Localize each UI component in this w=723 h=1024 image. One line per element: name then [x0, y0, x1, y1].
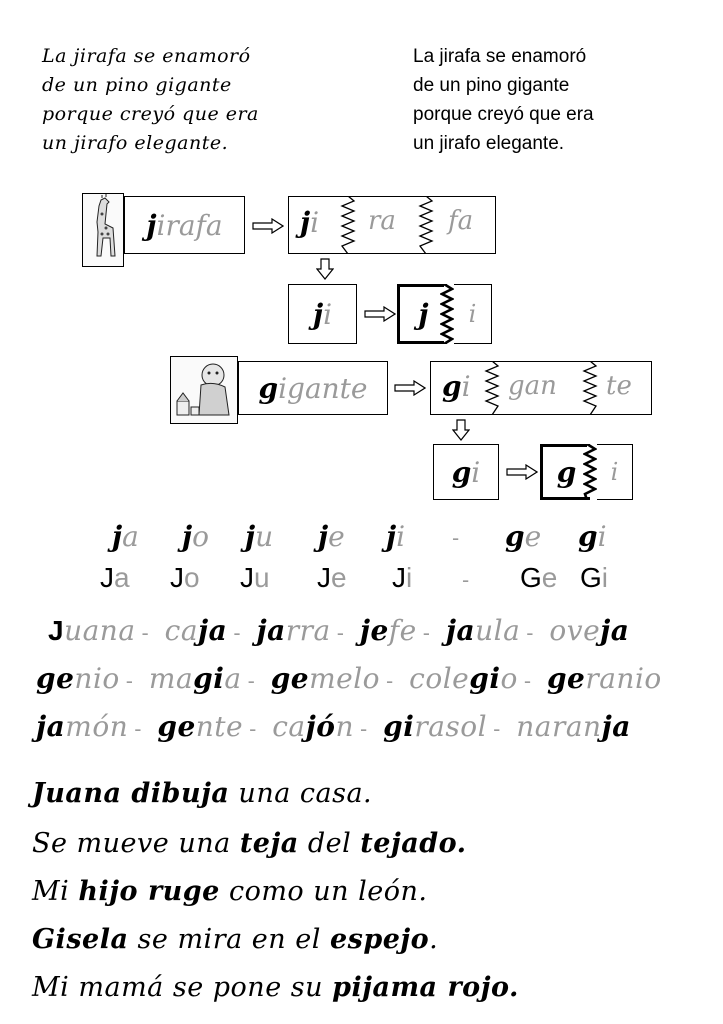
vowel-i-box: i — [454, 284, 492, 344]
right-arrow-icon — [394, 380, 426, 396]
word-line-1: Juana - caja - jarra - jefe - jaula - oveja — [48, 614, 630, 647]
sentence-5: Mi mamá se pone su pijama rojo. — [32, 972, 519, 1003]
letter-j-box: j — [397, 284, 447, 344]
intro-cursive-line: porque creyó que era — [42, 103, 259, 125]
giraffe-picture — [82, 193, 124, 267]
word: Juana — [48, 614, 136, 647]
word-line-2: genio - magia - gemelo - colegio - geranio — [36, 662, 662, 695]
zigzag-divider — [340, 196, 356, 254]
right-arrow-icon — [506, 464, 538, 480]
zigzag-divider — [418, 196, 434, 254]
gi-syllable-box: g i — [433, 444, 499, 500]
letter-g-box: g — [540, 444, 590, 500]
word: caja — [164, 614, 228, 647]
split-syllable-gi: gi — [442, 370, 471, 403]
split-syllable-ji: ji — [300, 206, 320, 239]
word: cajón — [272, 710, 354, 743]
down-arrow-icon — [316, 258, 334, 280]
zigzag-divider — [582, 361, 598, 415]
giant-picture — [170, 356, 238, 424]
split-syllable-te: te — [606, 371, 632, 401]
word-rest: irafa — [156, 208, 223, 242]
split-syllable-ra: ra — [368, 206, 396, 236]
right-arrow-icon — [252, 218, 284, 234]
vowel-i-box: i — [597, 444, 633, 500]
intro-print-line: porque creyó que era — [413, 104, 594, 125]
gigante-word-box: g igante — [238, 361, 388, 415]
sentence-4: Gisela se mira en el espejo. — [32, 924, 439, 955]
word: genio — [36, 662, 120, 695]
zigzag-divider — [484, 361, 500, 415]
letter-j: j — [146, 208, 157, 242]
split-syllable-fa: fa — [448, 206, 474, 236]
sentence-1: Juana dibuja una casa. — [32, 778, 373, 809]
word: naranja — [516, 710, 631, 743]
down-arrow-icon — [452, 419, 470, 441]
word: jamón — [36, 710, 129, 743]
syllable-row-cursive: ja jo ju je ji - ge gi — [112, 520, 607, 553]
intro-cursive-text — [42, 42, 342, 158]
syllable-row-print: Ja Jo Ju Je Ji - Ge Gi — [100, 562, 609, 593]
right-arrow-icon — [364, 306, 396, 322]
word: jefe — [359, 614, 417, 647]
intro-cursive-line: La jirafa se enamoró — [42, 45, 251, 67]
intro-cursive-line: un jirafo elegante. — [42, 132, 229, 154]
intro-print-line: de un pino gigante — [413, 75, 570, 96]
giraffe-icon — [83, 194, 123, 266]
word: gente — [157, 710, 244, 743]
word: gemelo — [270, 662, 381, 695]
word: magia — [148, 662, 242, 695]
split-syllable-gan: gan — [508, 371, 557, 401]
intro-print-line: La jirafa se enamoró — [413, 46, 587, 67]
word-line-3: jamón - gente - cajón - girasol - naranja — [36, 710, 631, 743]
intro-cursive-line: de un pino gigante — [42, 74, 232, 96]
intro-print-line: un jirafo elegante. — [413, 133, 565, 154]
sentence-3: Mi hijo ruge como un león. — [32, 876, 428, 907]
ji-syllable-box: j i — [288, 284, 357, 344]
word: girasol — [383, 710, 488, 743]
giant-icon — [171, 357, 237, 423]
sentence-2: Se mueve una teja del tejado. — [32, 828, 467, 859]
word: jaula — [445, 614, 521, 647]
word: geranio — [546, 662, 662, 695]
intro-print-text — [413, 42, 713, 158]
jirafa-word-box — [124, 196, 245, 254]
word: colegio — [409, 662, 518, 695]
word: oveja — [549, 614, 630, 647]
word: jarra — [256, 614, 331, 647]
